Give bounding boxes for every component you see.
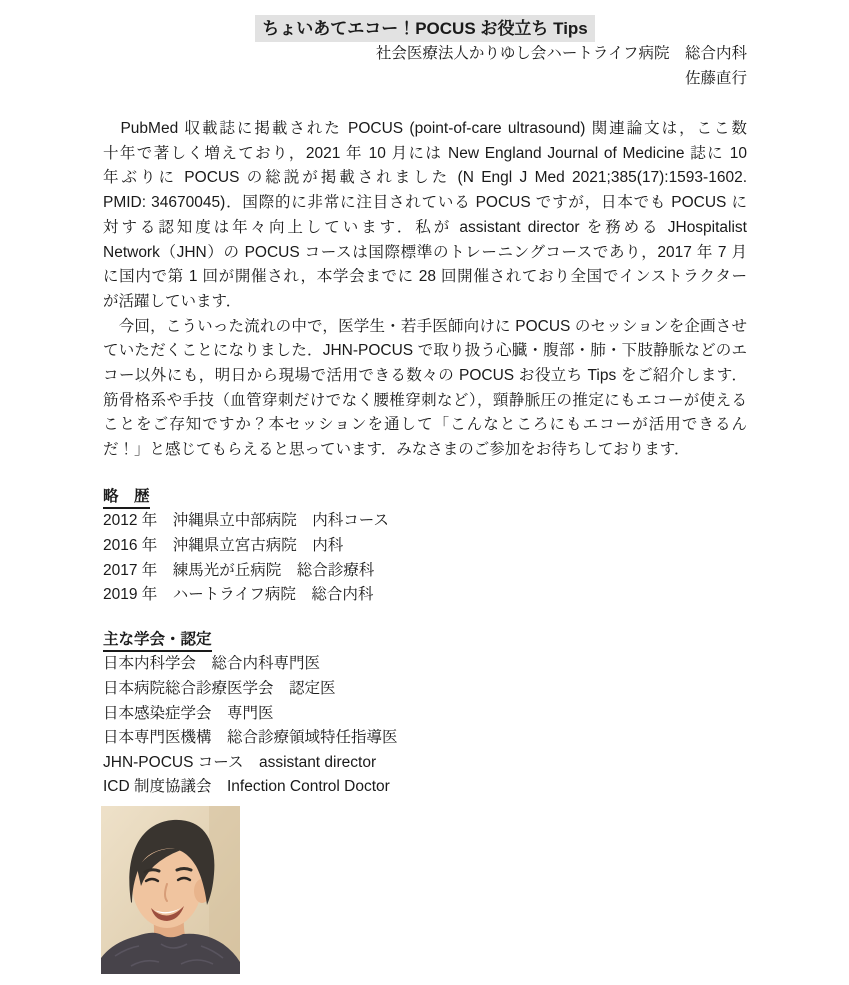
career-heading-row — [103, 485, 747, 510]
society-item: ICD 制度協議会 Infection Control Doctor — [103, 778, 390, 796]
society-item: 日本専門医機構 総合診療領域特任指導医 — [103, 729, 398, 747]
body-text-line: Network（JHN）の POCUS コースは国際標準のトレーニングコースであり，2017 年 7 月 — [103, 243, 747, 261]
body-text-line: PubMed 収載誌に掲載された POCUS (point-of-care ultrasound) 関連論文は，ここ数 — [103, 120, 747, 137]
abstract-paragraph-2 — [103, 315, 747, 463]
career-item: 2019 年 ハートライフ病院 総合内科 — [103, 586, 374, 604]
body-text-line: 今回，こういった流れの中で，医学生・若手医師向けに POCUS のセッションを企画させ — [103, 317, 747, 335]
body-text-line: に国内で第 1 回が開催され，本学会までに 28 回開催されており全国でインストラクター — [103, 268, 747, 286]
abstract-paragraph-1 — [103, 117, 747, 315]
career-item: 2012 年 沖縄県立中部病院 内科コース — [103, 512, 390, 530]
abstract-body — [103, 117, 747, 463]
career-heading: 略 歴 — [103, 486, 150, 509]
document-page — [103, 15, 747, 974]
body-text-line: 年ぶりに POCUS の総説が掲載されました (N Engl J Med 2021;385(17):1593-1602. — [103, 169, 747, 187]
author-photo — [101, 806, 240, 974]
career-item: 2017 年 練馬光が丘病院 総合診療科 — [103, 561, 375, 579]
document-title: ちょいあてエコー！POCUS お役立ち Tips — [255, 15, 595, 42]
body-text-line: だ！」と感じてもらえると思っています．みなさまのご参加をお待ちしております． — [103, 441, 690, 459]
career-list — [103, 509, 747, 607]
society-item: 日本感染症学会 専門医 — [103, 704, 274, 722]
career-section — [103, 485, 747, 608]
career-item: 2016 年 沖縄県立宮古病院 内科 — [103, 537, 344, 555]
body-text-line: 十年で著しく増えており，2021 年 10 月には New England Journal of Medicine 誌に 10 — [103, 144, 747, 162]
societies-list — [103, 652, 747, 800]
society-item: JHN-POCUS コース assistant director — [103, 753, 377, 771]
society-item: 日本内科学会 総合内科専門医 — [103, 655, 321, 673]
affiliation-line: 社会医療法人かりゆし会ハートライフ病院 総合内科 — [375, 45, 747, 62]
body-text-line: ことをご存知ですか？本セッションを通して「こんなところにもエコーが活用できるん — [103, 416, 747, 434]
body-text-line: 筋骨格系や手技（血管穿刺だけでなく腰椎穿刺など），頸静脈圧の推定にもエコーが使える — [103, 391, 747, 409]
body-text-line: が活躍しています． — [103, 292, 242, 310]
author-name: 佐藤直行 — [684, 69, 747, 87]
societies-heading-row — [103, 628, 747, 653]
body-text-line: コー以外にも，明日から現場で活用できる数々の POCUS お役立ち Tips をご紹介します． — [103, 367, 747, 385]
body-text-line: 対する認知度は年々向上しています．私が assistant director を務める JHospitalist — [103, 218, 747, 236]
title-row — [103, 15, 747, 42]
body-text-line: PMID: 34670045)．国際的に非常に注目されている POCUS ですが，日本でも POCUS に — [103, 194, 747, 212]
societies-heading: 主な学会・認定 — [103, 629, 212, 652]
societies-section — [103, 628, 747, 800]
body-text-line: ていただくことになりました．JHN-POCUS で取り扱う心臓・腹部・肺・下肢静脈などのエ — [103, 342, 747, 360]
society-item: 日本病院総合診療医学会 認定医 — [103, 680, 336, 697]
author-photo-illustration — [101, 806, 240, 974]
